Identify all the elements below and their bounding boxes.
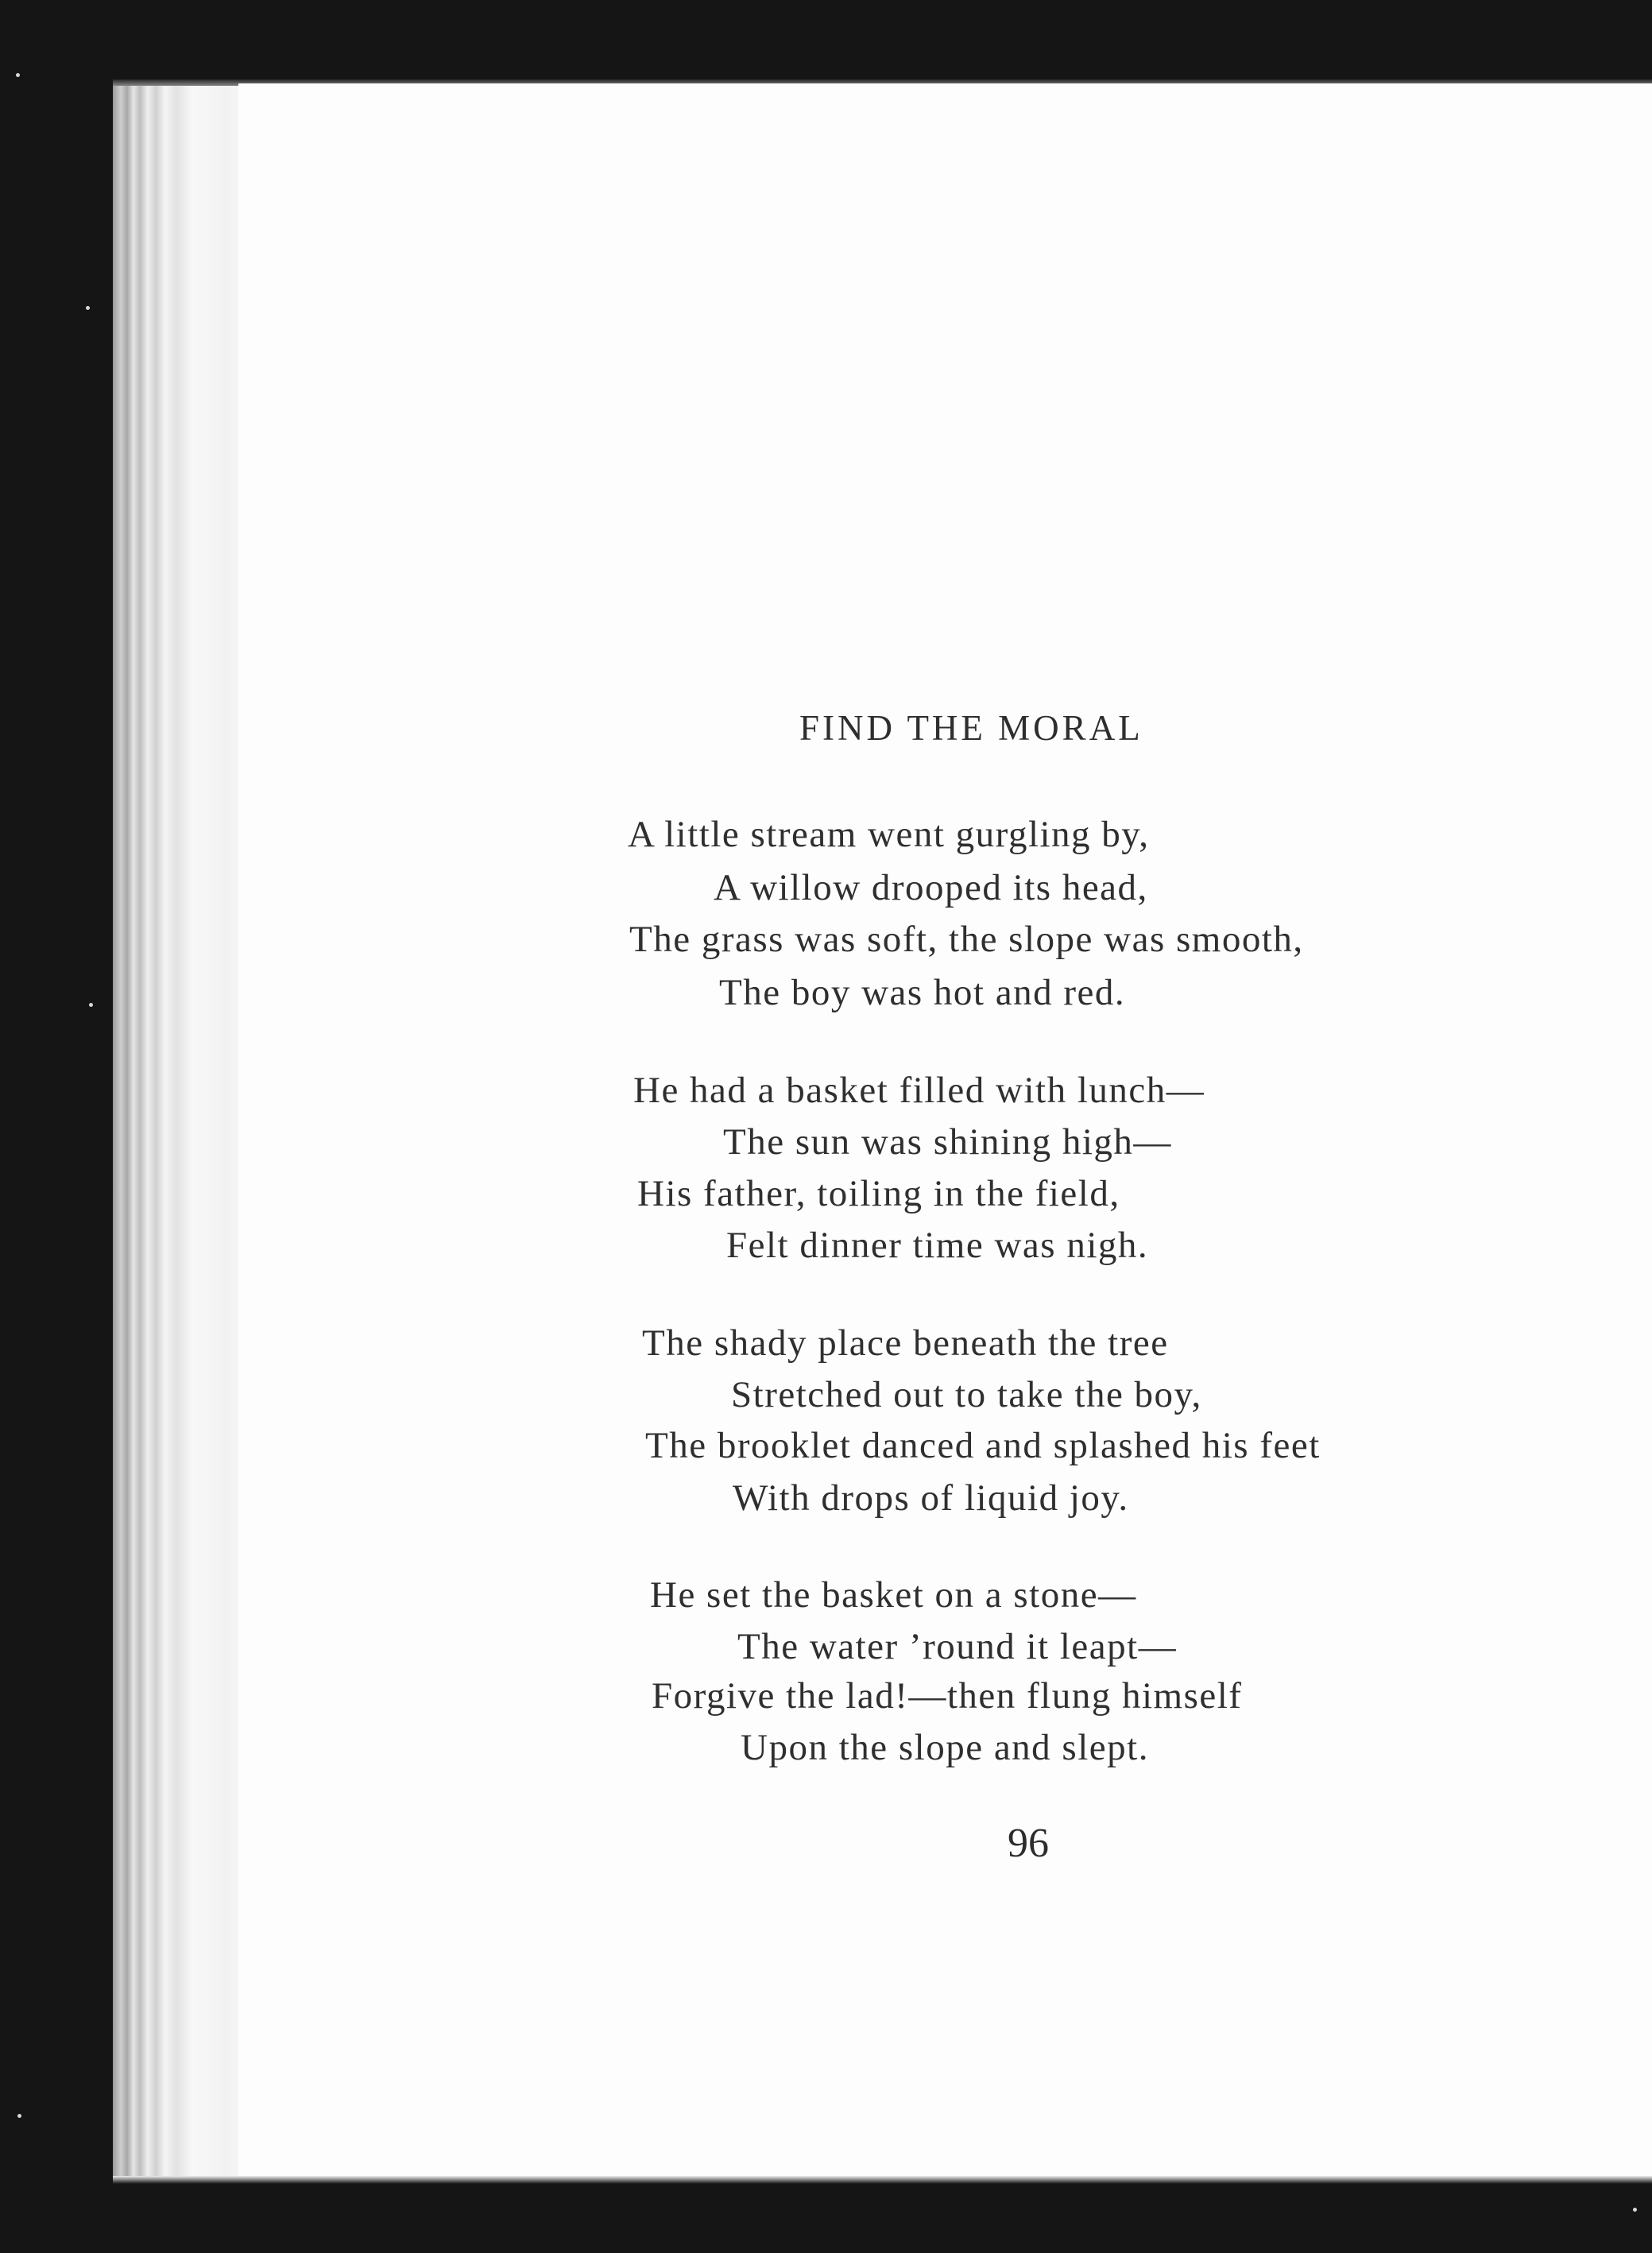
scan-speck	[89, 1003, 93, 1007]
poem-line: The water ’round it leapt—	[737, 1626, 1178, 1667]
page-number: 96	[1008, 1821, 1049, 1866]
poem-line: With drops of liquid joy.	[733, 1477, 1129, 1519]
page-bottom-edge	[113, 2176, 1652, 2184]
scan-speck	[86, 306, 90, 310]
poem-line: Felt dinner time was nigh.	[726, 1225, 1149, 1266]
poem-line: He had a basket filled with lunch—	[633, 1070, 1205, 1111]
poem-line: A little stream went gurgling by,	[628, 814, 1150, 855]
scan-speck	[17, 2114, 21, 2118]
poem-line: A willow drooped its head,	[714, 867, 1148, 908]
poem-line: Forgive the lad!—then flung himself	[652, 1675, 1243, 1717]
poem-line: The brooklet danced and splashed his feet	[645, 1425, 1321, 1466]
poem-line: Upon the slope and slept.	[741, 1727, 1149, 1768]
poem-line: The boy was hot and red.	[719, 972, 1126, 1013]
scan-speck	[16, 73, 20, 77]
poem-line: Stretched out to take the boy,	[731, 1374, 1202, 1415]
poem-line: The sun was shining high—	[723, 1121, 1172, 1163]
poem-line: The shady place beneath the tree	[642, 1322, 1169, 1364]
poem-line: He set the basket on a stone—	[650, 1574, 1137, 1616]
poem-title: FIND THE MORAL	[799, 708, 1143, 748]
poem-line: The grass was soft, the slope was smooth,	[629, 919, 1304, 960]
poem-line: His father, toiling in the field,	[637, 1173, 1120, 1214]
scan-speck	[1633, 2208, 1637, 2212]
